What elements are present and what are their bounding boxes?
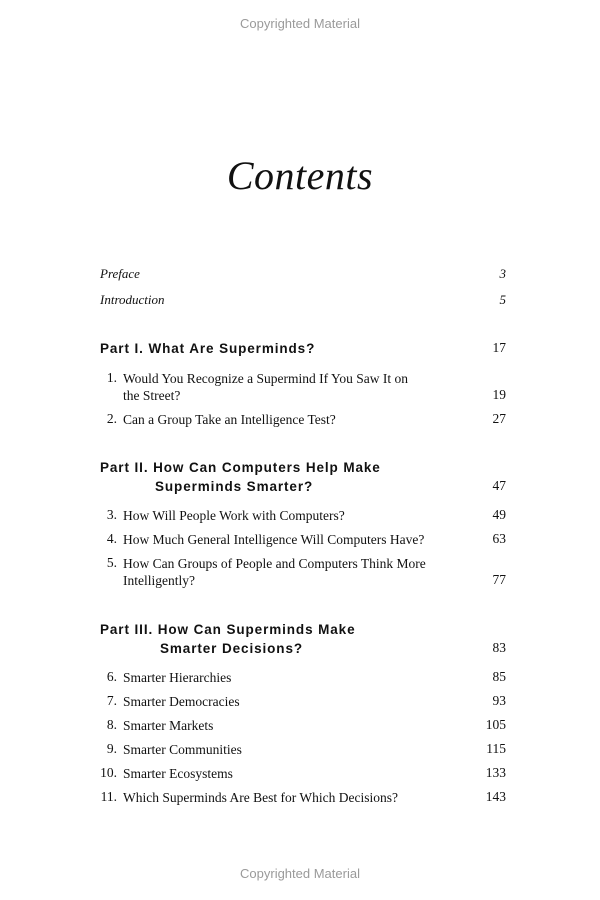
chapter-5-title-line2: Intelligently? [123, 573, 195, 588]
chapter-8-page: 105 [485, 717, 506, 732]
part-heading-3-line2: Smarter Decisions? [160, 641, 303, 656]
toc-entry-preface-page: 3 [499, 266, 506, 281]
chapter-5-title [123, 555, 443, 589]
chapter-4-title: How Much General Intelligence Will Computers Have? [123, 532, 425, 547]
chapter-11-title: Which Superminds Are Best for Which Decisions? [123, 790, 398, 805]
watermark-bottom: Copyrighted Material [240, 866, 360, 881]
chapter-5-number: 5. [106, 555, 117, 570]
chapter-2-page: 27 [492, 411, 506, 426]
chapter-11-page: 143 [485, 789, 506, 804]
toc-entry-introduction-label: Introduction [100, 292, 165, 307]
chapter-9-page: 115 [486, 741, 506, 756]
chapter-3-number: 3. [106, 507, 117, 522]
chapter-5-title-line1: How Can Groups of People and Computers Think More [123, 556, 426, 571]
chapter-6-title: Smarter Hierarchies [123, 670, 232, 685]
chapter-6-number: 6. [106, 669, 117, 684]
chapter-1-title-line2: the Street? [123, 388, 181, 403]
part-heading-2-line2: Superminds Smarter? [155, 479, 314, 494]
chapter-1-title-line1: Would You Recognize a Supermind If You Saw It on [123, 371, 409, 386]
chapter-7-number: 7. [106, 693, 117, 708]
part-heading-3 [100, 620, 356, 658]
chapter-8-title: Smarter Markets [123, 718, 214, 733]
chapter-9-title: Smarter Communities [123, 742, 242, 757]
chapter-7-page: 93 [492, 693, 506, 708]
part-3-page: 83 [492, 640, 506, 655]
chapter-11-number: 11. [100, 789, 117, 804]
part-heading-1 [100, 339, 315, 358]
part-heading-3-line1: Part III. How Can Superminds Make [100, 622, 356, 637]
chapter-6-page: 85 [492, 669, 506, 684]
chapter-10-title: Smarter Ecosystems [123, 766, 233, 781]
part-heading-2-line1: Part II. How Can Computers Help Make [100, 460, 381, 475]
chapter-4-number: 4. [106, 531, 117, 546]
page-title: Contents [226, 153, 374, 198]
chapter-3-page: 49 [492, 507, 506, 522]
chapter-10-page: 133 [485, 765, 506, 780]
chapter-7-title: Smarter Democracies [123, 694, 240, 709]
part-2-page: 47 [492, 478, 506, 493]
chapter-4-page: 63 [492, 531, 506, 546]
toc-entry-preface-label: Preface [100, 266, 140, 281]
chapter-3-title: How Will People Work with Computers? [123, 508, 345, 523]
part-1-page: 17 [492, 340, 506, 355]
toc-entry-introduction-page: 5 [499, 292, 506, 307]
chapter-5-page: 77 [492, 572, 506, 587]
chapter-8-number: 8. [106, 717, 117, 732]
watermark-top: Copyrighted Material [240, 16, 360, 31]
chapter-1-title [123, 370, 443, 404]
chapter-1-number: 1. [106, 370, 117, 385]
chapter-1-page: 19 [492, 387, 506, 402]
chapter-2-title: Can a Group Take an Intelligence Test? [123, 412, 336, 427]
part-heading-2 [100, 458, 381, 496]
chapter-10-number: 10. [100, 765, 117, 780]
part-heading-1-line1: Part I. What Are Superminds? [100, 341, 316, 356]
chapter-2-number: 2. [106, 411, 117, 426]
chapter-9-number: 9. [106, 741, 117, 756]
